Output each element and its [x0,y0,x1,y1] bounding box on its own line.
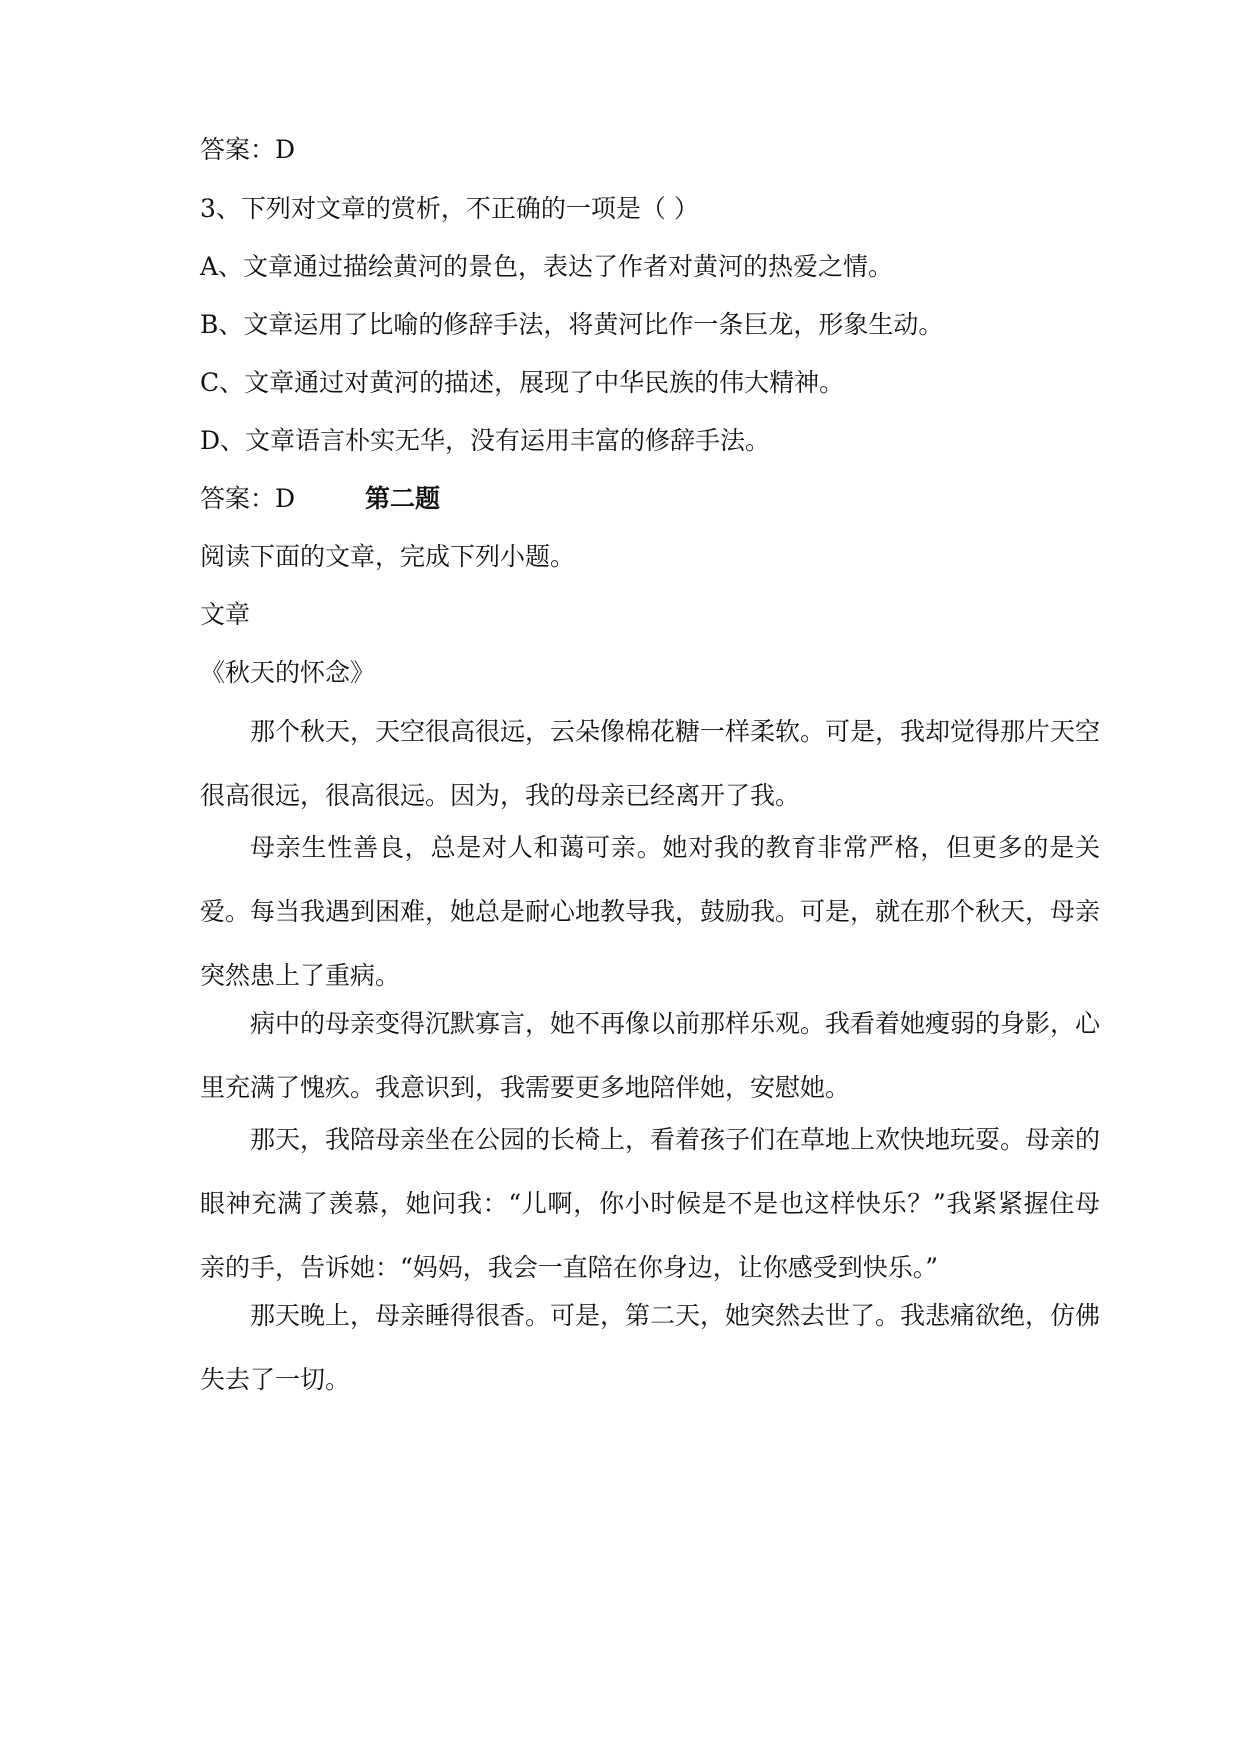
q3-stem: 3、下列对文章的赏析，不正确的一项是（ ） [200,194,699,223]
q3-option-d: D、文章语言朴实无华，没有运用丰富的修辞手法。 [200,426,771,455]
article-title: 《秋天的怀念》 [200,658,376,687]
q3-option-c: C、文章通过对黄河的描述，展现了中华民族的伟大精神。 [200,368,845,397]
q3-answer-row [200,483,440,515]
article-label: 文章 [200,600,251,629]
article-paragraph-5: 那天晚上，母亲睡得很香。可是，第二天，她突然去世了。我悲痛欲绝，仿佛失去了一切。 [200,1301,1101,1394]
article-paragraph-2: 母亲生性善良，总是对人和蔼可亲。她对我的教育非常严格，但更多的是关爱。每当我遇到困难，她总是耐心地教导我，鼓励我。可是，就在那个秋天，母亲突然患上了重病。 [200,833,1101,990]
reading-instruction: 阅读下面的文章，完成下列小题。 [200,542,576,571]
article-paragraph-1: 那个秋天，天空很高很远，云朵像棉花糖一样柔软。可是，我却觉得那片天空很高很远，很高很远。因为，我的母亲已经离开了我。 [200,717,1101,810]
article-paragraph-4: 那天，我陪母亲坐在公园的长椅上，看着孩子们在草地上欢快地玩耍。母亲的眼神充满了羡慕，她问我：“儿啊，你小时候是不是也这样快乐？”我紧紧握住母亲的手，告诉她：“妈妈，我会一直陪在你身边，让你感受到快乐。” [200,1125,1101,1282]
q3-option-a: A、文章通过描绘黄河的景色，表达了作者对黄河的热爱之情。 [200,252,894,281]
document-page [200,0,1100,1754]
q3-option-b: B、文章运用了比喻的修辞手法，将黄河比作一条巨龙，形象生动。 [200,310,944,339]
q2-answer: 答案：D [200,135,296,164]
article-paragraph-3: 病中的母亲变得沉默寡言，她不再像以前那样乐观。我看着她瘦弱的身影，心里充满了愧疚。我意识到，我需要更多地陪伴她，安慰她。 [200,1009,1101,1102]
section-heading: 第二题 [365,484,441,513]
q3-answer: 答案：D [200,484,296,513]
